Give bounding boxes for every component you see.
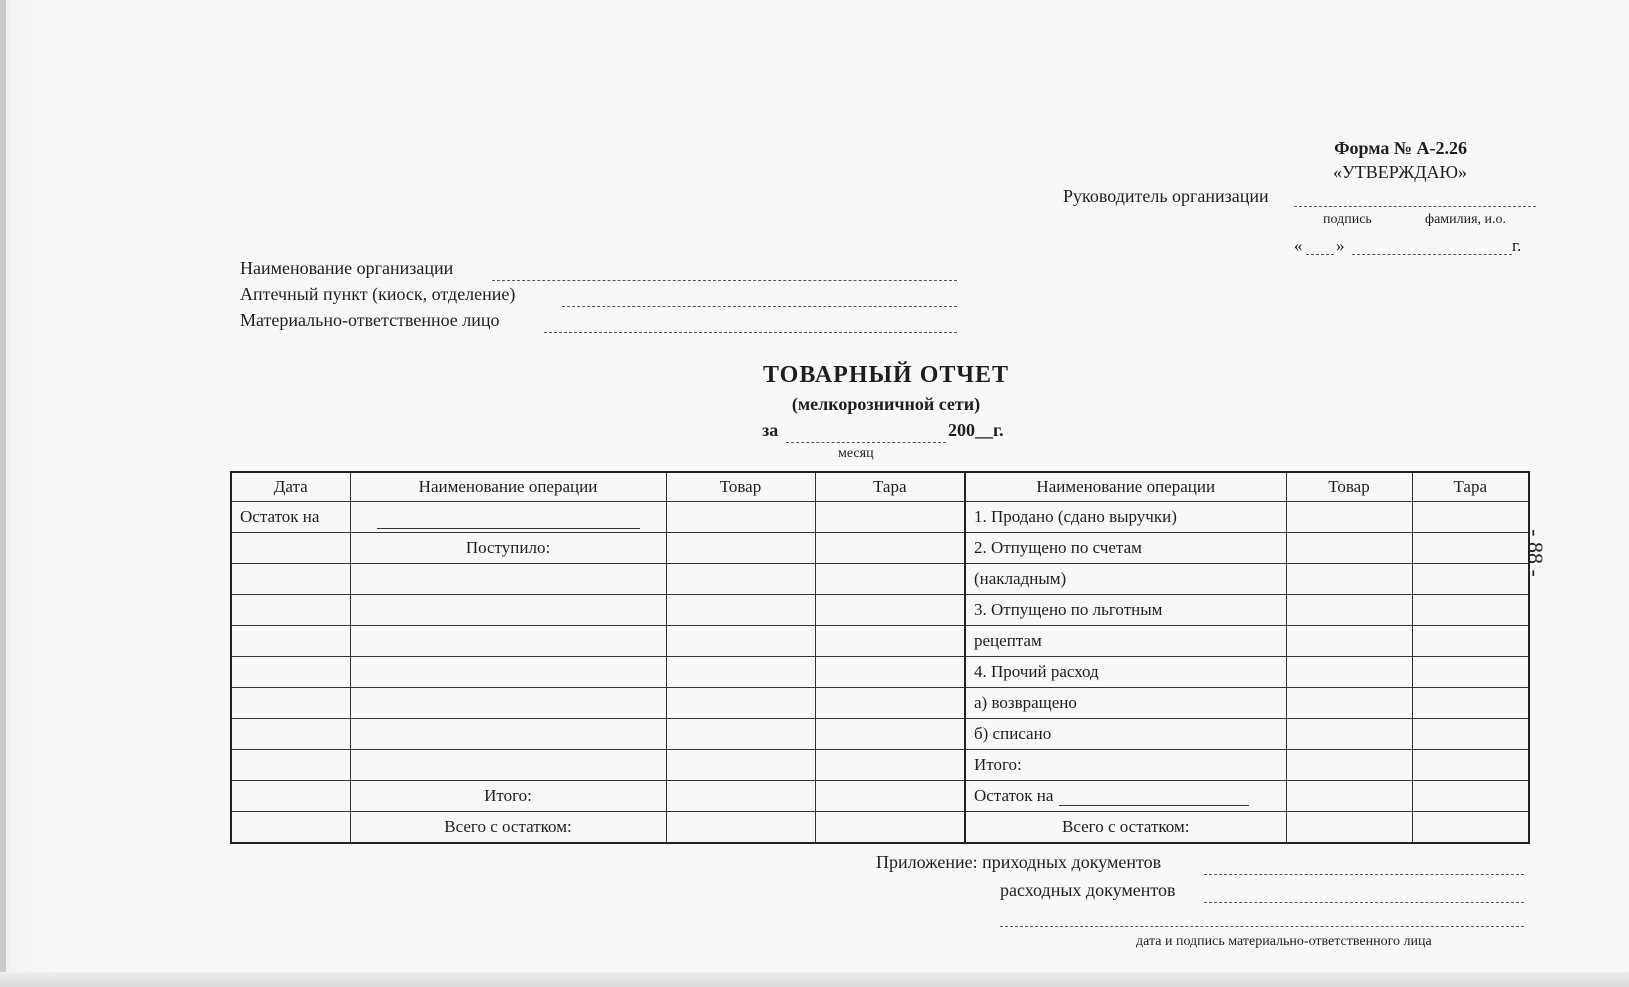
table-cell <box>350 657 666 688</box>
table-cell <box>666 812 815 844</box>
written-off-label: б) списано <box>965 719 1286 750</box>
month-caption: месяц <box>838 446 874 461</box>
org-name-label: Наименование организации <box>240 258 454 278</box>
table-cell <box>815 657 965 688</box>
page-number: - 88 - <box>1523 529 1549 577</box>
responsible-signature-line <box>1000 926 1524 927</box>
table-row <box>231 812 1529 844</box>
period-year: 200__г. <box>948 420 1004 440</box>
left-grand-total-label: Всего с остатком: <box>350 812 666 844</box>
balance-date-line-cell <box>350 502 666 533</box>
table-cell <box>1412 564 1529 595</box>
received-label: Поступило: <box>350 533 666 564</box>
col-operation-left-header: Наименование операции <box>350 472 666 502</box>
table-cell <box>815 595 965 626</box>
table-cell <box>815 564 965 595</box>
table-row <box>231 657 1529 688</box>
appendix-incoming-label: Приложение: приходных документов <box>876 852 1162 872</box>
table-cell <box>350 719 666 750</box>
date-day-line <box>1306 254 1334 255</box>
col-goods-left-header: Товар <box>666 472 815 502</box>
table-cell <box>666 595 815 626</box>
right-total-label: Итого: <box>965 750 1286 781</box>
table-cell <box>1286 564 1412 595</box>
appendix-outgoing-label: расходных документов <box>1000 880 1176 900</box>
table-cell <box>1286 502 1412 533</box>
balance-date-line <box>377 506 640 529</box>
sold-label: 1. Продано (сдано выручки) <box>965 502 1286 533</box>
table-cell <box>1286 812 1412 844</box>
period-month-line <box>786 442 946 443</box>
date-close-quote: » <box>1336 236 1345 255</box>
table-cell <box>815 533 965 564</box>
right-balance-cell <box>965 781 1286 812</box>
table-cell <box>666 781 815 812</box>
table-cell <box>1286 750 1412 781</box>
table-cell <box>666 564 815 595</box>
table-cell <box>1412 533 1529 564</box>
table-cell <box>1412 595 1529 626</box>
table-cell <box>1412 781 1529 812</box>
table-cell <box>1286 626 1412 657</box>
invoice-label: 2. Отпущено по счетам <box>965 533 1286 564</box>
table-cell <box>231 688 350 719</box>
col-operation-right-header: Наименование операции <box>965 472 1286 502</box>
table-cell <box>350 564 666 595</box>
returned-label: а) возвращено <box>965 688 1286 719</box>
scan-edge-left <box>0 0 6 987</box>
pharmacy-point-line <box>562 306 957 307</box>
table-row <box>231 595 1529 626</box>
table-cell <box>350 688 666 719</box>
table-cell <box>1286 657 1412 688</box>
document-subtitle: (мелкорозничной сети) <box>791 394 981 414</box>
table-cell <box>815 688 965 719</box>
ledger-table <box>230 471 1530 844</box>
col-date-header: Дата <box>231 472 350 502</box>
table-cell <box>231 719 350 750</box>
table-cell <box>231 781 350 812</box>
table-cell <box>666 502 815 533</box>
table-cell <box>231 533 350 564</box>
date-month-line <box>1352 254 1512 255</box>
table-cell <box>666 626 815 657</box>
table-cell <box>231 595 350 626</box>
right-grand-total-label: Всего с остатком: <box>965 812 1286 844</box>
table-row <box>231 502 1529 533</box>
left-total-label: Итого: <box>350 781 666 812</box>
table-row <box>231 533 1529 564</box>
responsible-person-line <box>544 332 957 333</box>
head-signature-line <box>1294 206 1536 207</box>
other-expense-label: 4. Прочий расход <box>965 657 1286 688</box>
table-cell <box>1412 750 1529 781</box>
preferential-label-cont: рецептам <box>965 626 1286 657</box>
approve-stamp-text: «УТВЕРЖДАЮ» <box>1332 162 1467 182</box>
table-cell <box>666 657 815 688</box>
responsible-signature-caption: дата и подпись материально-ответственного лица <box>1136 934 1432 949</box>
table-cell <box>815 812 965 844</box>
table-cell <box>1286 595 1412 626</box>
table-cell <box>815 719 965 750</box>
table-cell <box>815 502 965 533</box>
table-cell <box>350 595 666 626</box>
name-caption: фамилия, и.о. <box>1425 212 1507 227</box>
table-cell <box>815 781 965 812</box>
right-balance-line <box>1059 789 1249 806</box>
col-tare-left-header: Тара <box>815 472 965 502</box>
date-open-quote: « <box>1294 236 1303 255</box>
table-cell <box>1412 688 1529 719</box>
table-cell <box>666 688 815 719</box>
period-prefix: за <box>762 420 779 440</box>
table-cell <box>1412 626 1529 657</box>
table-cell <box>1286 781 1412 812</box>
table-cell <box>1286 688 1412 719</box>
table-row <box>231 688 1529 719</box>
scan-edge-bottom <box>0 972 1629 987</box>
table-cell <box>666 719 815 750</box>
col-tare-right-header: Тара <box>1412 472 1529 502</box>
header-row <box>231 472 1529 502</box>
year-suffix: г. <box>1512 236 1522 255</box>
table-row <box>231 781 1529 812</box>
table-cell <box>1412 719 1529 750</box>
preferential-label: 3. Отпущено по льготным <box>965 595 1286 626</box>
appendix-incoming-line <box>1204 874 1524 875</box>
appendix-outgoing-line <box>1204 902 1524 903</box>
table-cell <box>231 564 350 595</box>
table-cell <box>815 626 965 657</box>
balance-label: Остаток на <box>231 502 350 533</box>
pharmacy-point-label: Аптечный пункт (киоск, отделение) <box>240 284 516 304</box>
table-cell <box>815 750 965 781</box>
table-cell <box>1412 812 1529 844</box>
org-name-line <box>492 280 957 281</box>
responsible-person-label: Материально-ответственное лицо <box>240 310 500 330</box>
head-label: Руководитель организации <box>1063 186 1269 206</box>
table-row <box>231 750 1529 781</box>
right-balance-label: Остаток на <box>974 786 1054 805</box>
table-cell <box>1286 533 1412 564</box>
table-cell <box>231 657 350 688</box>
col-goods-right-header: Товар <box>1286 472 1412 502</box>
form-number: Форма № А-2.26 <box>1334 138 1467 158</box>
table-cell <box>350 626 666 657</box>
table-cell <box>1412 502 1529 533</box>
table-cell <box>350 750 666 781</box>
table-row <box>231 564 1529 595</box>
table-cell <box>666 750 815 781</box>
table-cell <box>1412 657 1529 688</box>
table-row <box>231 626 1529 657</box>
signature-caption: подпись <box>1323 212 1372 227</box>
document-title: ТОВАРНЫЙ ОТЧЕТ <box>762 362 1010 388</box>
table-cell <box>231 626 350 657</box>
table-cell <box>666 533 815 564</box>
table-row <box>231 719 1529 750</box>
invoice-label-cont: (накладным) <box>965 564 1286 595</box>
table-cell <box>231 750 350 781</box>
table-cell <box>231 812 350 844</box>
table-cell <box>1286 719 1412 750</box>
